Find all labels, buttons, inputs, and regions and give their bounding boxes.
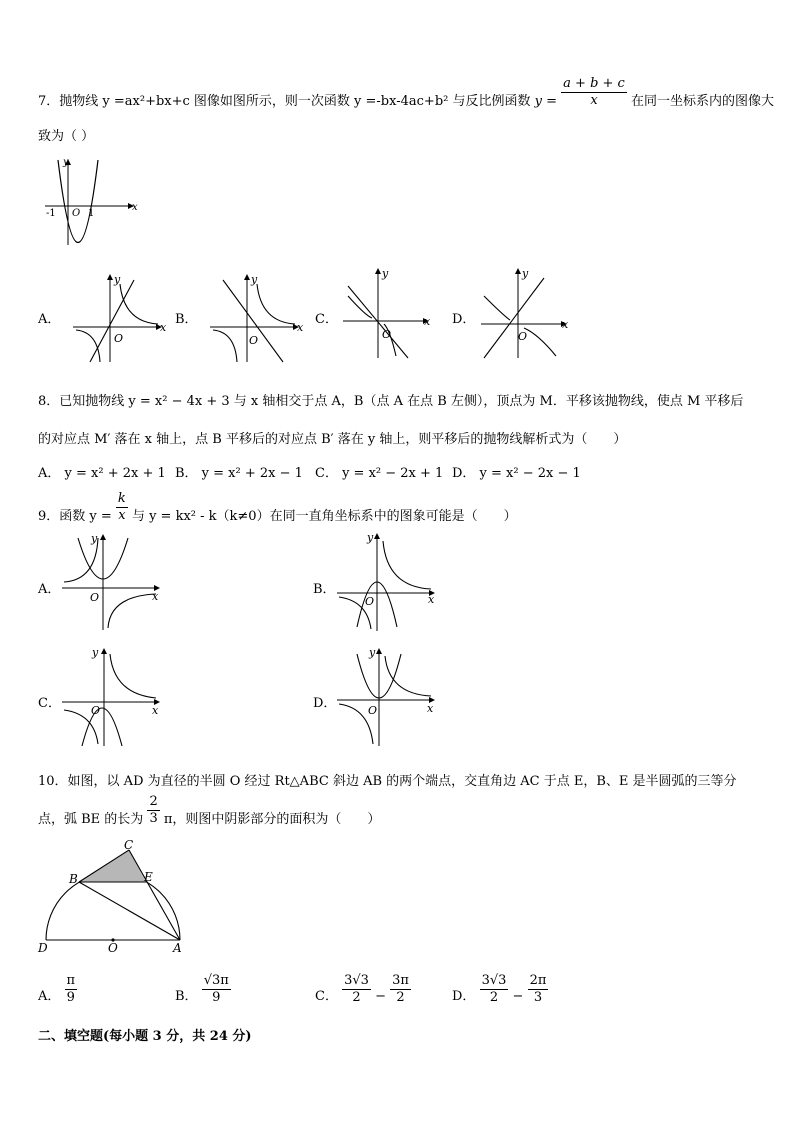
q9-option-d-graph (335, 642, 445, 747)
q7d-x: x (562, 318, 569, 331)
q9-fraction-num: k (117, 491, 126, 506)
q7a-o: O (114, 332, 124, 345)
q10-arc-fraction (147, 794, 159, 827)
q10-stem-line2 (38, 794, 381, 827)
q10-label-a: A (173, 941, 182, 955)
q10-label-d: D (38, 941, 48, 955)
q10-option-d-minus: − (512, 989, 524, 1004)
q9-option-b-label[interactable]: B． (313, 582, 336, 597)
q10-arc (46, 873, 180, 940)
q10-label-o: O (108, 941, 118, 955)
q9-option-a-label[interactable]: A． (38, 582, 61, 597)
q10-option-b-fraction (202, 973, 231, 1006)
q7d-y: y (522, 267, 529, 280)
q10-option-d-label: D． (452, 989, 476, 1004)
q10-option-c-fraction2 (390, 973, 411, 1006)
q9c-y: y (92, 646, 99, 659)
q10-option-c-label: C． (315, 989, 338, 1004)
q9-fraction-den: x (118, 508, 126, 523)
q10-option-a-num: π (66, 973, 76, 988)
q9b-x: x (428, 593, 435, 606)
q10-option-d-den2: 3 (533, 990, 543, 1005)
q10-option-b-num: √3π (203, 973, 229, 988)
q7-fig-y-label: y (63, 157, 69, 168)
q7-option-a-label[interactable]: A． (38, 312, 61, 327)
q7-stem-line2: 致为（ ） (38, 129, 95, 144)
q9-fraction (116, 491, 128, 524)
q10-semicircle-figure (36, 838, 186, 956)
q7-option-a-graph (68, 272, 168, 367)
q9-option-d-label[interactable]: D． (313, 696, 337, 711)
q7-option-d-label[interactable]: D． (452, 312, 476, 327)
q7-fraction (561, 76, 627, 109)
q10-arc-den: 3 (149, 811, 158, 826)
q7c-x: x (424, 315, 431, 328)
q8-option-b[interactable]: B． y = x² + 2x − 1 (175, 466, 303, 481)
q7-option-b-graph (205, 272, 305, 367)
q10-option-d-num2: 2π (529, 973, 547, 988)
q7-stem-line1 (38, 76, 774, 109)
q7-fraction-num: a + b + c (563, 76, 625, 91)
q9-stem (38, 491, 517, 524)
q7-option-c-graph (338, 266, 438, 366)
q8-option-c[interactable]: C． y = x² − 2x + 1 (315, 466, 444, 481)
q10-option-d-den: 2 (489, 990, 499, 1005)
section-title: 二、填空题(每小题 3 分，共 24 分) (38, 1029, 252, 1044)
q7-option-c-label[interactable]: C． (315, 312, 338, 327)
q10-option-c-den2: 2 (396, 990, 405, 1005)
q10-text-a: 点，弧 BE 的长为 (38, 812, 144, 827)
q9b-o: O (365, 595, 375, 608)
q10-option-d-fraction1 (480, 973, 509, 1006)
q9-option-a-graph (60, 530, 170, 632)
q9d-x: x (427, 702, 434, 715)
q7-fn-lhs: y = (534, 94, 558, 109)
q9c-o: O (91, 704, 101, 717)
q9a-o: O (90, 591, 100, 604)
q10-label-e: E (144, 870, 153, 884)
q7d-o: O (518, 330, 528, 343)
q10-arc-num: 2 (149, 794, 158, 809)
q10-label-b: B (69, 872, 78, 886)
q7-text-a: 7．抛物线 y =ax²+bx+c 图像如图所示，则一次函数 y =-bx-4ac+b² 与反比例函数 (38, 94, 531, 109)
q7a-y: y (114, 273, 121, 286)
q10-option-c-num2: 3π (392, 973, 409, 988)
q7-fraction-den: x (590, 93, 598, 108)
q10-text-b: π，则图中阴影部分的面积为（ ） (163, 812, 381, 827)
q10-option-c-minus: − (375, 989, 386, 1004)
q9d-y: y (369, 646, 376, 659)
q9-post: 与 y = kx² - k（k≠0）在同一直角坐标系中的图象可能是（ ） (131, 509, 517, 524)
q7-fig-x-label: x (132, 202, 138, 213)
q10-option-b-label: B． (175, 989, 198, 1004)
q10-option-d-fraction2 (528, 973, 549, 1006)
q7b-y: y (251, 273, 258, 286)
q8-option-a[interactable]: A． y = x² + 2x + 1 (38, 466, 166, 481)
q9a-x: x (152, 590, 159, 603)
q10-option-a-fraction (65, 973, 78, 1006)
q7-fig-one: 1 (88, 208, 95, 219)
q10-option-b-den: 9 (212, 990, 221, 1005)
q9c-x: x (152, 704, 159, 717)
q10-stem-line1: 10．如图，以 AD 为直径的半圆 O 经过 Rt△ABC 斜边 AB 的两个端点，交直角边 AC 于点 E，B、E 是半圆弧的三等分 (38, 774, 737, 789)
q9-option-c-label[interactable]: C． (38, 696, 61, 711)
q8-option-d[interactable]: D． y = x² − 2x − 1 (452, 466, 581, 481)
q7-fig-parabola (58, 160, 98, 243)
q7-parabola-figure (40, 155, 140, 250)
q9b-y: y (367, 531, 374, 544)
q10-option-a[interactable] (38, 973, 77, 1006)
q10-label-c: C (124, 838, 134, 852)
q9d-o: O (368, 704, 378, 717)
q7-option-b-label[interactable]: B． (175, 312, 198, 327)
q10-option-d-num: 3√3 (481, 973, 507, 988)
q7-text-b: 在同一坐标系内的图像大 (630, 94, 774, 109)
q9a-y: y (91, 532, 98, 545)
q10-shaded-region (79, 850, 146, 882)
q7-fig-origin: O (72, 208, 81, 219)
q9-option-b-graph (335, 527, 445, 632)
q8-stem-line2: 的对应点 M′ 落在 x 轴上，点 B 平移后的对应点 B′ 落在 y 轴上，则平移后的抛物线解析式为（ ） (38, 432, 627, 447)
q8-stem-line1: 8．已知抛物线 y = x² − 4x + 3 与 x 轴相交于点 A，B（点 A 在点 B 左侧），顶点为 M．平移该抛物线，使点 M 平移后 (38, 394, 744, 409)
q10-option-c-num: 3√3 (344, 973, 369, 988)
q10-option-c-den: 2 (352, 990, 361, 1005)
q10-option-a-den: 9 (66, 990, 75, 1005)
q9-pre: 9．函数 y = (38, 509, 112, 524)
q7-option-d-graph (476, 266, 576, 366)
q7-fig-neg1: -1 (46, 208, 56, 219)
q7c-y: y (382, 267, 389, 280)
q7b-o: O (249, 334, 259, 347)
q10-option-a-label: A． (38, 989, 61, 1004)
q9-option-c-graph (60, 642, 170, 747)
q10-option-c-fraction1 (342, 973, 371, 1006)
q7a-x: x (160, 321, 167, 334)
q7b-x: x (297, 321, 304, 334)
q7c-o: O (382, 328, 392, 341)
